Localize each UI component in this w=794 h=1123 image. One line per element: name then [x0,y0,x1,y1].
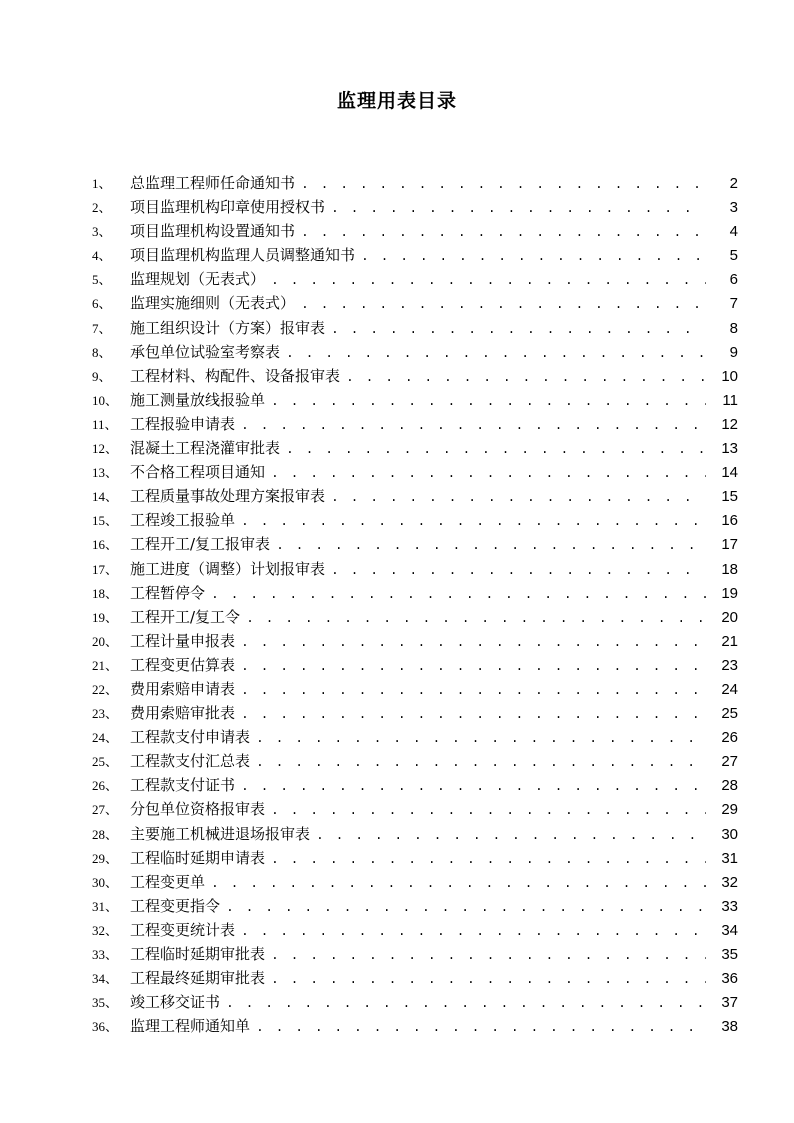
toc-entry-label: 工程暂停令 [130,583,206,602]
toc-dot-leader [241,510,706,534]
toc-entry[interactable] [92,412,738,436]
toc-entry-number: 35、 [92,995,119,1011]
toc-entry-label: 工程变更单 [130,872,206,891]
toc-entry-label: 工程材料、构配件、设备报审表 [130,366,341,385]
toc-entry-label: 工程质量事故处理方案报审表 [130,487,326,506]
toc-dot-leader [271,968,706,992]
toc-entry[interactable] [92,171,738,195]
toc-dot-leader [241,920,706,944]
toc-entry-page: 34 [721,921,738,939]
toc-entry-number: 22、 [92,681,119,697]
toc-entry-number: 29、 [92,850,119,866]
toc-entry[interactable] [92,629,738,653]
toc-dot-leader [271,269,706,293]
toc-entry-label: 混凝土工程浇灌审批表 [130,439,281,458]
toc-entry[interactable] [92,557,738,581]
toc-entry-label: 项目监理机构设置通知书 [130,222,296,241]
toc-dot-leader [271,390,706,414]
toc-entry-page: 36 [721,970,738,988]
table-of-contents [92,171,738,1038]
toc-entry[interactable] [92,966,738,990]
toc-entry[interactable] [92,436,738,460]
toc-dot-leader [361,245,706,269]
toc-dot-leader [331,486,706,510]
toc-entry-page: 18 [721,560,738,578]
toc-entry-number: 32、 [92,922,119,938]
toc-entry-page: 12 [721,415,738,433]
toc-entry-page: 25 [721,705,738,723]
toc-dot-leader [241,631,706,655]
toc-dot-leader [226,992,706,1016]
toc-dot-leader [256,1016,706,1040]
toc-entry[interactable] [92,243,738,267]
toc-entry-label: 施工测量放线报验单 [130,390,266,409]
toc-entry[interactable] [92,701,738,725]
toc-dot-leader [271,848,706,872]
toc-entry-number: 26、 [92,778,119,794]
toc-entry-label: 费用索赔申请表 [130,679,236,698]
toc-entry-page: 30 [721,825,738,843]
toc-entry-number: 21、 [92,657,119,673]
toc-entry-number: 34、 [92,971,119,987]
toc-entry-page: 19 [721,584,738,602]
toc-entry-page: 16 [721,512,738,530]
toc-dot-leader [331,559,706,583]
toc-dot-leader [241,703,706,727]
toc-dot-leader [271,799,706,823]
toc-entry[interactable] [92,605,738,629]
toc-entry[interactable] [92,219,738,243]
toc-entry-label: 监理规划（无表式） [130,270,266,289]
toc-entry[interactable] [92,532,738,556]
toc-entry-number: 14、 [92,489,119,505]
toc-dot-leader [256,727,706,751]
toc-entry-page: 38 [721,1018,738,1036]
toc-dot-leader [301,173,706,197]
toc-entry-page: 2 [729,175,738,192]
toc-entry-label: 工程临时延期申请表 [130,848,266,867]
toc-entry-label: 工程临时延期审批表 [130,945,266,963]
toc-entry-label: 主要施工机械进退场报审表 [130,824,311,843]
toc-entry[interactable] [92,918,738,942]
toc-entry-page: 8 [729,319,738,337]
toc-entry-page: 9 [729,343,738,361]
toc-entry-page: 35 [721,946,738,963]
toc-entry-number: 12、 [92,441,119,457]
toc-entry-label: 工程款支付汇总表 [130,752,251,771]
toc-dot-leader [241,655,706,679]
toc-entry-number: 16、 [92,537,119,553]
toc-entry-label: 工程最终延期审批表 [130,969,266,988]
toc-dot-leader [331,197,706,221]
toc-dot-leader [301,221,706,245]
toc-entry-number: 11、 [92,416,118,432]
toc-entry-number: 10、 [92,392,119,408]
toc-entry-page: 23 [721,656,738,674]
toc-entry-page: 31 [721,849,738,867]
toc-dot-leader [241,775,706,799]
toc-entry-number: 2、 [92,200,112,216]
toc-entry-label: 分包单位资格报审表 [130,800,266,819]
toc-entry-label: 承包单位试验室考察表 [130,342,281,361]
toc-entry-number: 31、 [92,898,119,914]
toc-entry-number: 6、 [92,296,112,312]
toc-entry[interactable] [92,508,738,532]
toc-entry-page: 37 [721,994,738,1012]
toc-dot-leader [286,342,706,366]
toc-dot-leader [241,679,706,703]
toc-entry[interactable] [92,195,738,219]
toc-entry-number: 33、 [92,947,119,962]
toc-entry-label: 项目监理机构印章使用授权书 [130,198,326,217]
toc-entry-label: 工程报验申请表 [130,414,236,433]
toc-entry-page: 26 [721,729,738,747]
toc-entry-label: 工程变更指令 [130,896,221,915]
toc-entry-page: 5 [729,247,738,265]
toc-entry[interactable] [92,846,738,870]
toc-dot-leader [226,896,706,920]
toc-entry[interactable] [92,870,738,894]
toc-entry-label: 工程款支付证书 [130,776,236,795]
toc-dot-leader [331,318,706,342]
toc-entry[interactable] [92,1014,738,1038]
toc-entry-page: 17 [721,536,738,554]
toc-entry-number: 5、 [92,272,112,288]
toc-entry-page: 24 [721,680,738,698]
toc-entry-page: 11 [722,391,738,409]
toc-entry[interactable] [92,990,738,1014]
toc-entry-page: 29 [721,801,738,819]
toc-dot-leader [211,583,706,607]
toc-entry[interactable] [92,822,738,846]
toc-entry[interactable] [92,894,738,918]
toc-entry-number: 4、 [92,248,112,264]
toc-entry-page: 32 [721,873,738,891]
toc-dot-leader [271,944,706,968]
toc-entry-number: 13、 [92,465,119,481]
toc-entry[interactable] [92,797,738,821]
toc-dot-leader [241,414,706,438]
toc-entry-number: 9、 [92,368,112,384]
toc-entry-label: 工程计量申报表 [130,631,236,650]
toc-dot-leader [211,872,706,896]
toc-entry-label: 不合格工程项目通知 [130,463,266,482]
toc-entry[interactable] [92,340,738,364]
page-title: 监理用表目录 [336,90,457,112]
toc-entry[interactable] [92,773,738,797]
toc-entry-label: 监理工程师通知单 [130,1017,251,1036]
toc-entry-number: 17、 [92,561,119,577]
toc-entry-page: 4 [729,223,738,241]
toc-dot-leader [256,751,706,775]
toc-entry-label: 工程款支付申请表 [130,728,251,747]
toc-dot-leader [271,462,706,486]
toc-entry[interactable] [92,316,738,340]
toc-entry-number: 20、 [92,633,119,649]
toc-entry-label: 费用索赔审批表 [130,704,236,723]
toc-entry-page: 15 [721,488,738,506]
toc-entry[interactable] [92,942,738,966]
toc-dot-leader [286,438,706,462]
toc-entry-label: 工程竣工报验单 [130,511,236,530]
toc-entry-number: 24、 [92,730,119,746]
toc-entry[interactable] [92,749,738,773]
toc-entry-page: 33 [721,897,738,915]
toc-entry-number: 36、 [92,1019,119,1035]
toc-entry-page: 14 [721,464,738,482]
toc-entry[interactable] [92,267,738,291]
toc-entry-page: 7 [729,295,738,313]
toc-entry-label: 总监理工程师任命通知书 [130,174,296,192]
toc-entry-number: 18、 [92,585,119,601]
toc-entry[interactable] [92,677,738,701]
toc-entry-label: 监理实施细则（无表式） [130,294,296,313]
toc-entry-number: 28、 [92,826,119,842]
toc-entry-label: 工程变更估算表 [130,655,236,674]
toc-entry-label: 工程变更统计表 [130,920,236,939]
toc-entry-number: 1、 [92,176,112,191]
toc-dot-leader [246,607,706,631]
toc-entry[interactable] [92,581,738,605]
toc-entry-page: 21 [721,632,738,650]
toc-entry-label: 施工组织设计（方案）报审表 [130,318,326,337]
toc-entry[interactable] [92,460,738,484]
toc-entry-page: 6 [729,271,738,289]
toc-entry-page: 3 [729,199,738,217]
toc-entry-number: 3、 [92,224,112,240]
toc-entry-number: 25、 [92,754,119,770]
toc-entry[interactable] [92,484,738,508]
toc-entry[interactable] [92,291,738,315]
toc-entry-page: 28 [721,777,738,795]
toc-entry-page: 20 [721,608,738,626]
toc-entry-number: 23、 [92,706,119,722]
toc-dot-leader [346,366,706,390]
toc-entry-label: 竣工移交证书 [130,993,221,1012]
toc-dot-leader [301,293,706,317]
toc-entry-number: 15、 [92,513,119,529]
toc-dot-leader [276,534,706,558]
toc-entry-label: 工程开工/复工报审表 [130,535,271,554]
toc-entry-page: 27 [721,753,738,771]
toc-entry[interactable] [92,653,738,677]
toc-entry-number: 19、 [92,609,119,625]
toc-entry-page: 13 [721,440,738,458]
toc-entry-number: 30、 [92,874,119,890]
toc-dot-leader [316,824,706,848]
toc-entry[interactable] [92,725,738,749]
toc-entry-number: 7、 [92,320,112,336]
toc-entry[interactable] [92,364,738,388]
toc-entry-page: 10 [721,367,738,385]
toc-entry[interactable] [92,388,738,412]
toc-entry-number: 27、 [92,802,119,818]
toc-entry-number: 8、 [92,344,112,360]
toc-entry-label: 工程开工/复工令 [130,607,241,626]
toc-entry-label: 施工进度（调整）计划报审表 [130,559,326,578]
toc-entry-label: 项目监理机构监理人员调整通知书 [130,246,356,265]
